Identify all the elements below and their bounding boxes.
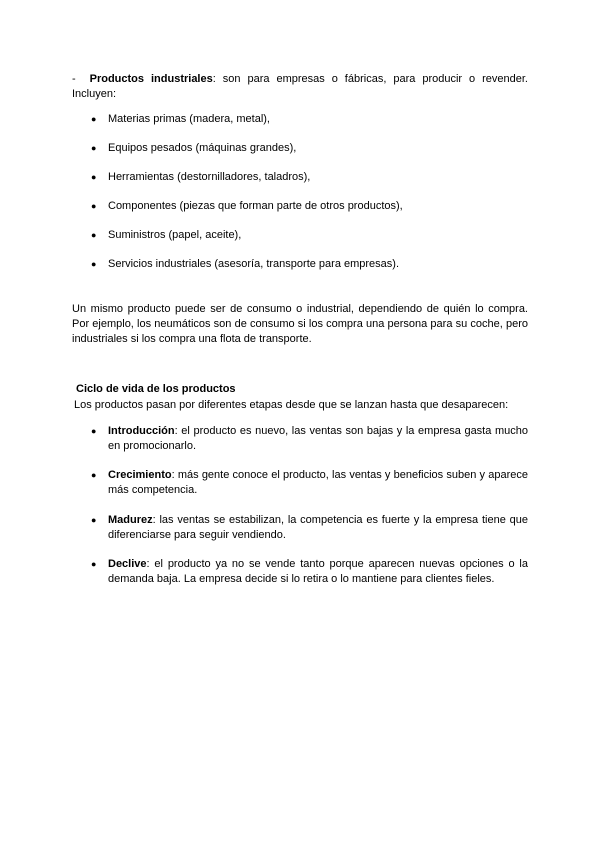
- consumer-industrial-paragraph: Un mismo producto puede ser de consumo o industrial, dependiendo de quién lo compra. Por ejemplo, los neumáticos son de consumo si los compra una persona para su coche, pero industriales si los compra una flota de transporte.: [72, 303, 528, 345]
- bullet-icon: ●: [91, 426, 97, 436]
- bullet-icon: ●: [91, 470, 97, 480]
- section-heading: Ciclo de vida de los productos: [76, 383, 236, 395]
- section-intro: Los productos pasan por diferentes etapas desde que se lanzan hasta que desaparecen:: [74, 399, 509, 411]
- list-item-text: Equipos pesados (máquinas grandes),: [108, 142, 297, 154]
- stage-term: Madurez: [108, 514, 153, 526]
- list-item: [91, 468, 528, 498]
- list-item: [91, 557, 528, 587]
- list-item-text: Servicios industriales (asesoría, transporte para empresas).: [108, 258, 400, 270]
- list-item-text: Materias primas (madera, metal),: [108, 113, 270, 125]
- bullet-icon: ●: [91, 172, 97, 182]
- list-item-text: Componentes (piezas que forman parte de otros productos),: [108, 200, 403, 212]
- industrial-products-term: Productos industriales: [89, 73, 213, 85]
- list-item: [91, 513, 528, 543]
- list-item: [91, 141, 528, 156]
- list-item: [91, 228, 528, 243]
- list-item: [91, 199, 528, 214]
- bullet-icon: ●: [91, 143, 97, 153]
- bullet-icon: ●: [91, 114, 97, 124]
- list-item: [91, 424, 528, 454]
- list-item: [91, 170, 528, 185]
- industrial-products-paragraph: [72, 72, 528, 102]
- stage-text: : el producto es nuevo, las ventas son bajas y la empresa gasta mucho en promocionarlo.: [108, 425, 528, 452]
- list-item: [91, 257, 528, 272]
- bullet-icon: ●: [91, 201, 97, 211]
- stage-term: Declive: [108, 558, 147, 570]
- stage-text: : las ventas se estabilizan, la competencia es fuerte y la empresa tiene que diferenciarse para seguir vendiendo.: [108, 514, 528, 541]
- intro-dash: -: [72, 73, 76, 85]
- bullet-icon: ●: [91, 559, 97, 569]
- bullet-icon: ●: [91, 515, 97, 525]
- bullet-icon: ●: [91, 259, 97, 269]
- stage-term: Crecimiento: [108, 469, 172, 481]
- stage-term: Introducción: [108, 425, 175, 437]
- list-item-text: Herramientas (destornilladores, taladros),: [108, 171, 311, 183]
- industrial-products-definition: : son para empresas o fábricas, para producir o revender. Incluyen:: [72, 73, 528, 100]
- bullet-icon: ●: [91, 230, 97, 240]
- stage-text: : más gente conoce el producto, las ventas y beneficios suben y aparece más competencia.: [108, 469, 528, 496]
- stage-text: : el producto ya no se vende tanto porque aparecen nuevas opciones o la demanda baja. La empresa decide si lo retira o lo mantiene para clientes fieles.: [108, 558, 528, 585]
- list-item: [91, 112, 528, 127]
- list-item-text: Suministros (papel, aceite),: [108, 229, 242, 241]
